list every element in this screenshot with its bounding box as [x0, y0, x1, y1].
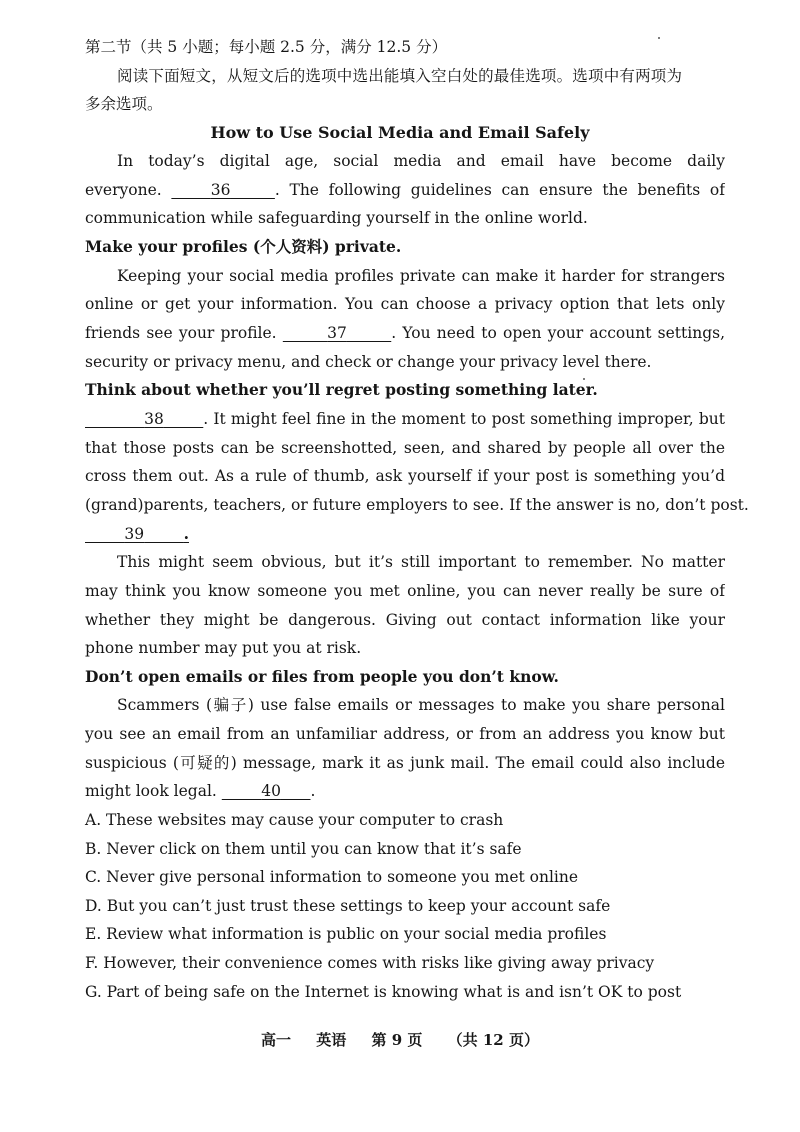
blank-number: 38 [144, 410, 164, 428]
paragraph-4-line-3: whether they might be dangerous. Giving out contact information like your [85, 611, 725, 629]
page-footer [0, 1029, 800, 1051]
text: . You need to open your account settings, [391, 324, 725, 342]
blank-37 [283, 322, 391, 344]
blank-period: . [183, 524, 189, 543]
paragraph-3-line-2: that those posts can be screenshotted, seen, and shared by people all over the [85, 439, 725, 457]
option-e: E. Review what information is public on your social media profiles [85, 925, 607, 943]
subheading-emails: Don’t open emails or files from people you don’t know. [85, 667, 559, 686]
paragraph-3-line-3: cross them out. As a rule of thumb, ask yourself if your post is something you’d [85, 467, 725, 485]
footer-total: （共 12 页） [447, 1031, 539, 1049]
text: everyone. [85, 181, 162, 199]
paragraph-1-line-2 [85, 179, 725, 201]
scan-speck [658, 37, 660, 39]
subheading-regret: Think about whether you’ll regret posting something later. [85, 380, 598, 399]
text: . It might feel fine in the moment to post something improper, but [203, 410, 725, 428]
blank-36 [171, 179, 275, 201]
paragraph-3-line-4: (grand)parents, teachers, or future employers to see. If the answer is no, don’t post. [85, 496, 749, 514]
section-heading: 第二节（共 5 小题；每小题 2.5 分，满分 12.5 分） [85, 38, 448, 56]
footer-subject: 英语 [316, 1031, 347, 1049]
option-d: D. But you can’t just trust these settings to keep your account safe [85, 897, 611, 915]
footer-grade: 高一 [261, 1031, 292, 1049]
blank-number: 40 [261, 782, 281, 800]
blank-number: 39 [124, 525, 145, 543]
subheading-profiles: Make your profiles (个人资料) private. [85, 237, 402, 256]
blank-number: 36 [210, 181, 231, 199]
option-g: G. Part of being safe on the Internet is knowing what is and isn’t OK to post [85, 983, 682, 1001]
option-f: F. However, their convenience comes with risks like giving away privacy [85, 954, 655, 972]
paragraph-5-line-1: Scammers (骗子) use false emails or messages to make you share personal [117, 696, 725, 714]
text: . The following guidelines can ensure the benefits of [274, 181, 725, 199]
paragraph-1-line-3: communication while safeguarding yourself in the online world. [85, 209, 588, 227]
text: might look legal. [85, 782, 217, 800]
blank-39-line [85, 523, 725, 545]
paragraph-4-line-4: phone number may put you at risk. [85, 639, 362, 657]
article-title: How to Use Social Media and Email Safely [210, 123, 590, 142]
text: . [310, 782, 316, 800]
paragraph-1-line-1: In today’s digital age, social media and email have become daily [117, 152, 725, 170]
paragraph-4-line-1: This might seem obvious, but it’s still important to remember. No matter [117, 553, 725, 571]
option-b: B. Never click on them until you can know that it’s safe [85, 840, 522, 858]
paragraph-2-line-3 [85, 322, 725, 344]
paragraph-3-line-1 [85, 408, 725, 430]
instruction-line-2: 多余选项。 [85, 95, 163, 113]
option-c: C. Never give personal information to someone you met online [85, 868, 579, 886]
scan-speck [583, 378, 585, 380]
paragraph-5-line-3: suspicious (可疑的) message, mark it as junk mail. The email could also include [85, 754, 725, 772]
blank-39 [85, 523, 189, 545]
paragraph-2-line-1: Keeping your social media profiles private can make it harder for strangers [117, 267, 725, 285]
paragraph-5-line-2: you see an email from an unfamiliar address, or from an address you know but [85, 725, 725, 743]
footer-page: 第 9 页 [371, 1031, 423, 1049]
paragraph-5-line-4 [85, 780, 725, 802]
blank-38 [85, 408, 203, 430]
text: friends see your profile. [85, 324, 277, 342]
blank-40 [222, 780, 311, 802]
instruction-line-1: 阅读下面短文，从短文后的选项中选出能填入空白处的最佳选项。选项中有两项为 [117, 67, 683, 85]
option-a: A. These websites may cause your computer to crash [85, 811, 504, 829]
paragraph-2-line-4: security or privacy menu, and check or change your privacy level there. [85, 353, 652, 371]
paragraph-4-line-2: may think you know someone you met online, you can never really be sure of [85, 582, 725, 600]
paragraph-2-line-2: online or get your information. You can choose a privacy option that lets only [85, 295, 725, 313]
blank-number: 37 [327, 324, 347, 342]
